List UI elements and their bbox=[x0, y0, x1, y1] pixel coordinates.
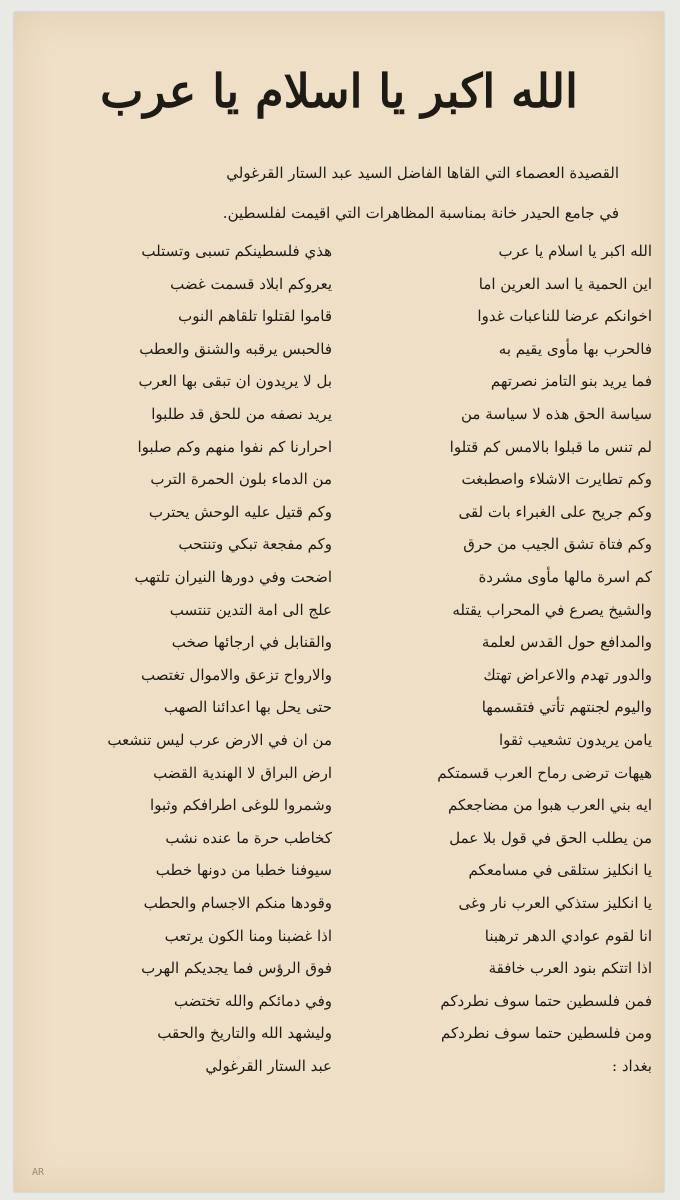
poem-left-line: احرارنا كم نفوا منهم وكم صلبوا bbox=[137, 437, 332, 456]
poem-right-line: اين الحمية يا اسد العرين اما bbox=[478, 274, 652, 293]
poem-left-line: يعروكم ابلاد قسمت غضب bbox=[170, 274, 332, 293]
poem-left-line: فوق الرؤس فما يجديكم الهرب bbox=[141, 959, 332, 978]
poem-left-line: من ان في الارض عرب ليس تنشعب bbox=[107, 731, 332, 749]
poem-right-line: يا انكليز ستذكي العرب نار وغى bbox=[458, 894, 652, 912]
poem-right-line: الله اكبر يا اسلام يا عرب bbox=[498, 242, 652, 260]
poem-right-line: اخوانكم عرضا للناعبات غدوا bbox=[477, 307, 652, 326]
shelfmark: AR bbox=[32, 1167, 45, 1178]
poem-left-line: قاموا لقتلوا تلقاهم النوب bbox=[178, 307, 332, 326]
poem-left-line: ارض البراق لا الهندية القضب bbox=[153, 763, 332, 782]
poem-right-line: وكم جريح على الغبراء بات لقى bbox=[458, 502, 652, 521]
poem-right-line: ايه بني العرب هبوا من مضاجعكم bbox=[448, 796, 652, 815]
poem-left-line: والقنابل في ارجائها صخب bbox=[171, 633, 332, 652]
poem-left-line: من الدماء بلون الحمرة الترب bbox=[150, 470, 332, 489]
poem-right-line: والشيخ يصرع في المحراب يقتله bbox=[452, 600, 652, 619]
document-title: الله اكبر يا اسلام يا عرب bbox=[100, 64, 578, 118]
poem-right-line: وكم فتاة تشق الجيب من حرق bbox=[463, 535, 652, 554]
poem-left-line: وفي دمائكم والله تختضب bbox=[173, 991, 332, 1010]
poem-left-line: فالحبس يرقبه والشنق والعطب bbox=[139, 339, 332, 358]
poem-left-line: حتى يحل بها اعدائنا الصهب bbox=[163, 698, 332, 717]
poem-right-line: من يطلب الحق في قول بلا عمل bbox=[449, 828, 652, 847]
poem-left-line: سيوفنا خطبا من دونها خطب bbox=[155, 861, 332, 880]
poem-left-line: عبد الستار القرغولي bbox=[205, 1057, 332, 1075]
poem-right-line: كم اسرة مالها مأوى مشردة bbox=[478, 568, 652, 586]
poem-right-line: سياسة الحق هذه لا سياسة من bbox=[461, 405, 652, 423]
poem-right-line: فمن فلسطين حتما سوف نطردكم bbox=[440, 991, 652, 1010]
poem-left-line: وليشهد الله والتاريخ والحقب bbox=[157, 1024, 332, 1043]
poem-right-line: فالحرب بها مأوى يقيم به bbox=[498, 339, 652, 358]
poem-left-line: وكم مفجعة تبكي وتنتحب bbox=[178, 535, 332, 554]
subtitle-line-1: القصيدة العصماء التي القاها الفاضل السيد عبد الستار القرغولي bbox=[226, 164, 619, 182]
poem-right-line: يا انكليز ستلقى في مسامعكم bbox=[468, 861, 652, 880]
subtitle-line-2: في جامع الحيدر خانة بمناسبة المظاهرات التي اقيمت لفلسطين. bbox=[222, 204, 619, 222]
poem-left-line: هذي فلسطينكم تسبى وتستلب bbox=[141, 242, 332, 260]
poem-right-line: واليوم لجنتهم تأتي فتقسمها bbox=[481, 698, 652, 717]
poem-right-line: والمدافع حول القدس لعلمة bbox=[481, 633, 652, 652]
poem-left-line: وشمروا للوغى اطرافكم وثبوا bbox=[150, 796, 332, 815]
poem-left-line: والارواح تزعق والاموال تغتصب bbox=[140, 665, 332, 684]
poem-right-line: ومن فلسطين حتما سوف نطردكم bbox=[440, 1024, 652, 1043]
poem-left-line: كخاطب حرة ما عنده نشب bbox=[165, 828, 332, 847]
poem-left-line: يريد نصفه من للحق قد طلبوا bbox=[151, 405, 332, 423]
poem-right-line: والدور تهدم والاعراض تهتك bbox=[483, 665, 652, 684]
poem-right-line: يامن يريدون تشعيب ثقوا bbox=[499, 731, 652, 749]
document-page bbox=[14, 12, 664, 1192]
poem-right-line: فما يريد بنو التامز نصرتهم bbox=[490, 372, 652, 391]
poem-right-line: انا لقوم عوادي الدهر ترهبنا bbox=[484, 926, 652, 945]
poem-left-line: بل لا يريدون ان تبقى بها العرب bbox=[138, 372, 332, 391]
poem-right-line: اذا اتتكم بنود العرب خافقة bbox=[488, 959, 652, 978]
poem-left-line: وكم قتيل عليه الوحش يحترب bbox=[148, 502, 332, 521]
poem-right-line: هيهات ترضى رماح العرب قسمتكم bbox=[437, 763, 652, 782]
poem-right-line: لم تنس ما قبلوا بالامس كم قتلوا bbox=[449, 437, 652, 456]
poem-right-line: بغداد : bbox=[612, 1057, 652, 1075]
poem-left-line: علج الى امة التدين تنتسب bbox=[169, 600, 332, 619]
poem-left-line: اذا غضبنا ومنا الكون يرتعب bbox=[164, 926, 332, 945]
poem-left-line: اضحت وفي دورها النيران تلتهب bbox=[134, 568, 332, 586]
poem-right-line: وكم تطايرت الاشلاء واصطبغت bbox=[461, 470, 652, 489]
poem-left-line: وقودها منكم الاجسام والحطب bbox=[143, 894, 332, 912]
